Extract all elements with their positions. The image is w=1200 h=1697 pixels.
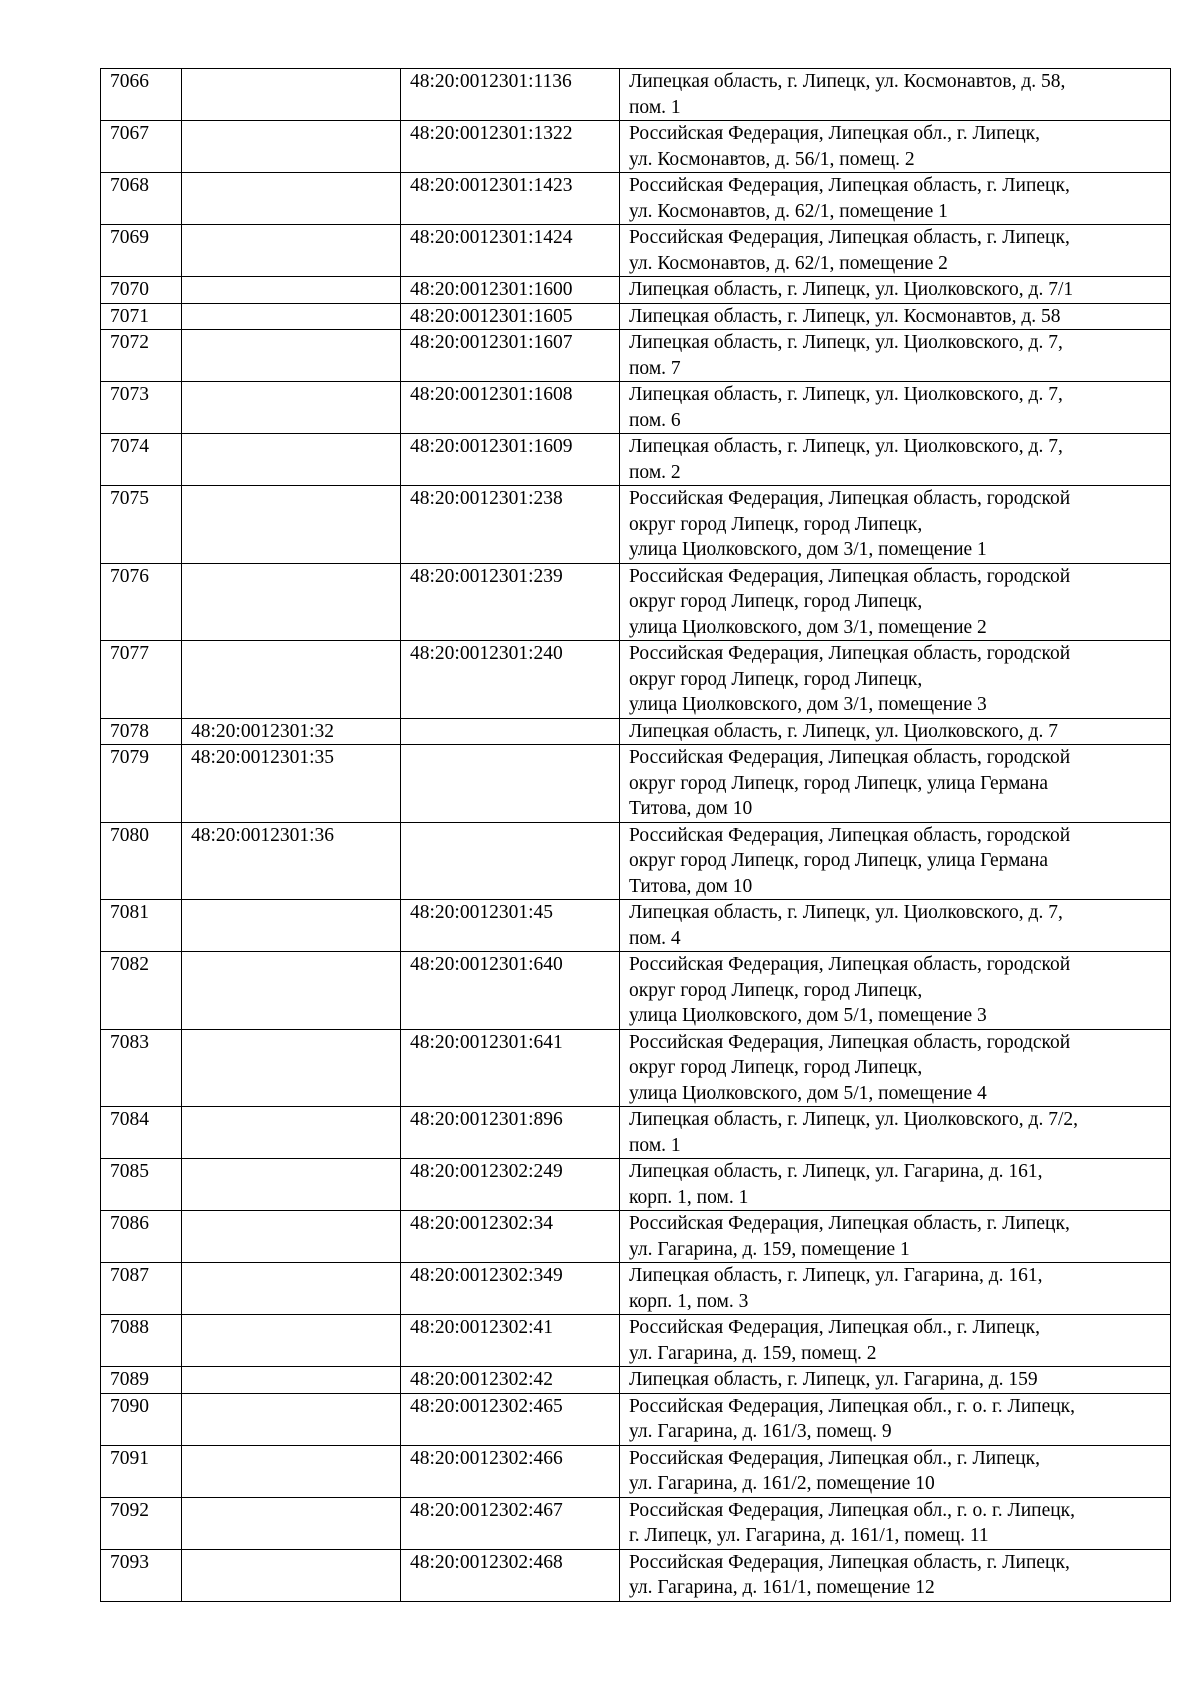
table-row bbox=[101, 1107, 1171, 1159]
land-cadastral-number-cell bbox=[182, 1159, 401, 1211]
land-cadastral-number-cell bbox=[182, 1263, 401, 1315]
row-number-cell: 7077 bbox=[101, 641, 182, 719]
object-cadastral-number-cell: 48:20:0012301:239 bbox=[401, 563, 620, 641]
object-cadastral-number-cell: 48:20:0012302:468 bbox=[401, 1549, 620, 1601]
object-cadastral-number-cell: 48:20:0012301:238 bbox=[401, 486, 620, 564]
object-cadastral-number-cell: 48:20:0012301:1600 bbox=[401, 277, 620, 304]
land-cadastral-number-cell bbox=[182, 1549, 401, 1601]
address-cell: Российская Федерация, Липецкая область, городской округ город Липецк, город Липецк, улица Германа Титова, дом 10 bbox=[620, 822, 1171, 900]
table-row bbox=[101, 718, 1171, 745]
address-cell: Российская Федерация, Липецкая обл., г. о. г. Липецк, г. Липецк, ул. Гагарина, д. 161/1, помещ. 11 bbox=[620, 1497, 1171, 1549]
row-number-cell: 7072 bbox=[101, 330, 182, 382]
object-cadastral-number-cell: 48:20:0012302:41 bbox=[401, 1315, 620, 1367]
object-cadastral-number-cell: 48:20:0012302:349 bbox=[401, 1263, 620, 1315]
address-cell: Российская Федерация, Липецкая область, городской округ город Липецк, город Липецк, улица Германа Титова, дом 10 bbox=[620, 745, 1171, 823]
land-cadastral-number-cell bbox=[182, 1315, 401, 1367]
address-cell: Российская Федерация, Липецкая область, г. Липецк, ул. Космонавтов, д. 62/1, помещение 2 bbox=[620, 225, 1171, 277]
address-cell: Липецкая область, г. Липецк, ул. Циолковского, д. 7/2, пом. 1 bbox=[620, 1107, 1171, 1159]
row-number-cell: 7066 bbox=[101, 69, 182, 121]
table-row bbox=[101, 1393, 1171, 1445]
address-cell: Липецкая область, г. Липецк, ул. Космонавтов, д. 58 bbox=[620, 303, 1171, 330]
land-cadastral-number-cell bbox=[182, 121, 401, 173]
row-number-cell: 7090 bbox=[101, 1393, 182, 1445]
address-cell: Российская Федерация, Липецкая область, городской округ город Липецк, город Липецк, улица Циолковского, дом 5/1, помещение 3 bbox=[620, 952, 1171, 1030]
address-cell: Российская Федерация, Липецкая область, городской округ город Липецк, город Липецк, улица Циолковского, дом 3/1, помещение 1 bbox=[620, 486, 1171, 564]
row-number-cell: 7082 bbox=[101, 952, 182, 1030]
table-row bbox=[101, 1263, 1171, 1315]
row-number-cell: 7087 bbox=[101, 1263, 182, 1315]
address-cell: Российская Федерация, Липецкая область, г. Липецк, ул. Гагарина, д. 159, помещение 1 bbox=[620, 1211, 1171, 1263]
row-number-cell: 7091 bbox=[101, 1445, 182, 1497]
row-number-cell: 7070 bbox=[101, 277, 182, 304]
address-cell: Липецкая область, г. Липецк, ул. Циолковского, д. 7 bbox=[620, 718, 1171, 745]
address-cell: Липецкая область, г. Липецк, ул. Циолковского, д. 7, пом. 4 bbox=[620, 900, 1171, 952]
row-number-cell: 7075 bbox=[101, 486, 182, 564]
object-cadastral-number-cell: 48:20:0012301:1322 bbox=[401, 121, 620, 173]
table-row bbox=[101, 952, 1171, 1030]
object-cadastral-number-cell: 48:20:0012301:896 bbox=[401, 1107, 620, 1159]
land-cadastral-number-cell: 48:20:0012301:32 bbox=[182, 718, 401, 745]
land-cadastral-number-cell bbox=[182, 1367, 401, 1394]
object-cadastral-number-cell: 48:20:0012301:45 bbox=[401, 900, 620, 952]
object-cadastral-number-cell: 48:20:0012301:1609 bbox=[401, 434, 620, 486]
land-cadastral-number-cell bbox=[182, 1211, 401, 1263]
table-row bbox=[101, 1159, 1171, 1211]
object-cadastral-number-cell: 48:20:0012302:34 bbox=[401, 1211, 620, 1263]
address-cell: Российская Федерация, Липецкая область, г. Липецк, ул. Космонавтов, д. 62/1, помещение 1 bbox=[620, 173, 1171, 225]
land-cadastral-number-cell bbox=[182, 1107, 401, 1159]
property-register-table bbox=[100, 68, 1171, 1602]
land-cadastral-number-cell bbox=[182, 303, 401, 330]
address-cell: Липецкая область, г. Липецк, ул. Циолковского, д. 7, пом. 2 bbox=[620, 434, 1171, 486]
table-row bbox=[101, 1315, 1171, 1367]
land-cadastral-number-cell bbox=[182, 330, 401, 382]
object-cadastral-number-cell bbox=[401, 745, 620, 823]
row-number-cell: 7068 bbox=[101, 173, 182, 225]
land-cadastral-number-cell bbox=[182, 173, 401, 225]
address-cell: Липецкая область, г. Липецк, ул. Гагарина, д. 161, корп. 1, пом. 3 bbox=[620, 1263, 1171, 1315]
table-row bbox=[101, 173, 1171, 225]
table-row bbox=[101, 1445, 1171, 1497]
table-row bbox=[101, 303, 1171, 330]
address-cell: Липецкая область, г. Липецк, ул. Циолковского, д. 7, пом. 6 bbox=[620, 382, 1171, 434]
table-row bbox=[101, 69, 1171, 121]
land-cadastral-number-cell bbox=[182, 641, 401, 719]
object-cadastral-number-cell: 48:20:0012301:641 bbox=[401, 1029, 620, 1107]
land-cadastral-number-cell bbox=[182, 563, 401, 641]
row-number-cell: 7079 bbox=[101, 745, 182, 823]
row-number-cell: 7081 bbox=[101, 900, 182, 952]
land-cadastral-number-cell bbox=[182, 1497, 401, 1549]
address-cell: Российская Федерация, Липецкая область, городской округ город Липецк, город Липецк, улица Циолковского, дом 3/1, помещение 2 bbox=[620, 563, 1171, 641]
table-row bbox=[101, 1367, 1171, 1394]
table-row bbox=[101, 563, 1171, 641]
row-number-cell: 7080 bbox=[101, 822, 182, 900]
address-cell: Российская Федерация, Липецкая обл., г. о. г. Липецк, ул. Гагарина, д. 161/3, помещ. 9 bbox=[620, 1393, 1171, 1445]
object-cadastral-number-cell: 48:20:0012301:1605 bbox=[401, 303, 620, 330]
table-row bbox=[101, 486, 1171, 564]
row-number-cell: 7092 bbox=[101, 1497, 182, 1549]
object-cadastral-number-cell: 48:20:0012301:640 bbox=[401, 952, 620, 1030]
table-row bbox=[101, 330, 1171, 382]
row-number-cell: 7083 bbox=[101, 1029, 182, 1107]
table-row bbox=[101, 225, 1171, 277]
table-row bbox=[101, 900, 1171, 952]
table-row bbox=[101, 1497, 1171, 1549]
table-row bbox=[101, 1211, 1171, 1263]
table-row bbox=[101, 382, 1171, 434]
row-number-cell: 7076 bbox=[101, 563, 182, 641]
land-cadastral-number-cell bbox=[182, 1393, 401, 1445]
address-cell: Российская Федерация, Липецкая обл., г. Липецк, ул. Гагарина, д. 161/2, помещение 10 bbox=[620, 1445, 1171, 1497]
land-cadastral-number-cell bbox=[182, 69, 401, 121]
object-cadastral-number-cell: 48:20:0012302:42 bbox=[401, 1367, 620, 1394]
land-cadastral-number-cell bbox=[182, 277, 401, 304]
address-cell: Российская Федерация, Липецкая обл., г. Липецк, ул. Гагарина, д. 159, помещ. 2 bbox=[620, 1315, 1171, 1367]
row-number-cell: 7085 bbox=[101, 1159, 182, 1211]
object-cadastral-number-cell: 48:20:0012301:1607 bbox=[401, 330, 620, 382]
land-cadastral-number-cell: 48:20:0012301:36 bbox=[182, 822, 401, 900]
address-cell: Липецкая область, г. Липецк, ул. Гагарина, д. 159 bbox=[620, 1367, 1171, 1394]
address-cell: Российская Федерация, Липецкая область, городской округ город Липецк, город Липецк, улица Циолковского, дом 5/1, помещение 4 bbox=[620, 1029, 1171, 1107]
table-row bbox=[101, 745, 1171, 823]
land-cadastral-number-cell: 48:20:0012301:35 bbox=[182, 745, 401, 823]
object-cadastral-number-cell: 48:20:0012302:249 bbox=[401, 1159, 620, 1211]
table-row bbox=[101, 434, 1171, 486]
land-cadastral-number-cell bbox=[182, 1445, 401, 1497]
row-number-cell: 7084 bbox=[101, 1107, 182, 1159]
object-cadastral-number-cell: 48:20:0012302:465 bbox=[401, 1393, 620, 1445]
address-cell: Российская Федерация, Липецкая область, городской округ город Липецк, город Липецк, улица Циолковского, дом 3/1, помещение 3 bbox=[620, 641, 1171, 719]
land-cadastral-number-cell bbox=[182, 952, 401, 1030]
row-number-cell: 7067 bbox=[101, 121, 182, 173]
land-cadastral-number-cell bbox=[182, 1029, 401, 1107]
land-cadastral-number-cell bbox=[182, 434, 401, 486]
table-row bbox=[101, 641, 1171, 719]
land-cadastral-number-cell bbox=[182, 486, 401, 564]
table-body bbox=[101, 69, 1171, 1602]
object-cadastral-number-cell: 48:20:0012301:1608 bbox=[401, 382, 620, 434]
object-cadastral-number-cell: 48:20:0012302:466 bbox=[401, 1445, 620, 1497]
row-number-cell: 7069 bbox=[101, 225, 182, 277]
land-cadastral-number-cell bbox=[182, 225, 401, 277]
object-cadastral-number-cell: 48:20:0012301:240 bbox=[401, 641, 620, 719]
row-number-cell: 7093 bbox=[101, 1549, 182, 1601]
row-number-cell: 7088 bbox=[101, 1315, 182, 1367]
address-cell: Российская Федерация, Липецкая область, г. Липецк, ул. Гагарина, д. 161/1, помещение 12 bbox=[620, 1549, 1171, 1601]
row-number-cell: 7086 bbox=[101, 1211, 182, 1263]
object-cadastral-number-cell bbox=[401, 822, 620, 900]
table-row bbox=[101, 1029, 1171, 1107]
row-number-cell: 7074 bbox=[101, 434, 182, 486]
row-number-cell: 7073 bbox=[101, 382, 182, 434]
table-row bbox=[101, 1549, 1171, 1601]
object-cadastral-number-cell bbox=[401, 718, 620, 745]
table-row bbox=[101, 121, 1171, 173]
object-cadastral-number-cell: 48:20:0012301:1424 bbox=[401, 225, 620, 277]
address-cell: Российская Федерация, Липецкая обл., г. Липецк, ул. Космонавтов, д. 56/1, помещ. 2 bbox=[620, 121, 1171, 173]
address-cell: Липецкая область, г. Липецк, ул. Циолковского, д. 7, пом. 7 bbox=[620, 330, 1171, 382]
land-cadastral-number-cell bbox=[182, 382, 401, 434]
row-number-cell: 7071 bbox=[101, 303, 182, 330]
row-number-cell: 7078 bbox=[101, 718, 182, 745]
address-cell: Липецкая область, г. Липецк, ул. Циолковского, д. 7/1 bbox=[620, 277, 1171, 304]
object-cadastral-number-cell: 48:20:0012302:467 bbox=[401, 1497, 620, 1549]
address-cell: Липецкая область, г. Липецк, ул. Гагарина, д. 161, корп. 1, пом. 1 bbox=[620, 1159, 1171, 1211]
table-row bbox=[101, 822, 1171, 900]
table-row bbox=[101, 277, 1171, 304]
object-cadastral-number-cell: 48:20:0012301:1423 bbox=[401, 173, 620, 225]
object-cadastral-number-cell: 48:20:0012301:1136 bbox=[401, 69, 620, 121]
address-cell: Липецкая область, г. Липецк, ул. Космонавтов, д. 58, пом. 1 bbox=[620, 69, 1171, 121]
land-cadastral-number-cell bbox=[182, 900, 401, 952]
row-number-cell: 7089 bbox=[101, 1367, 182, 1394]
